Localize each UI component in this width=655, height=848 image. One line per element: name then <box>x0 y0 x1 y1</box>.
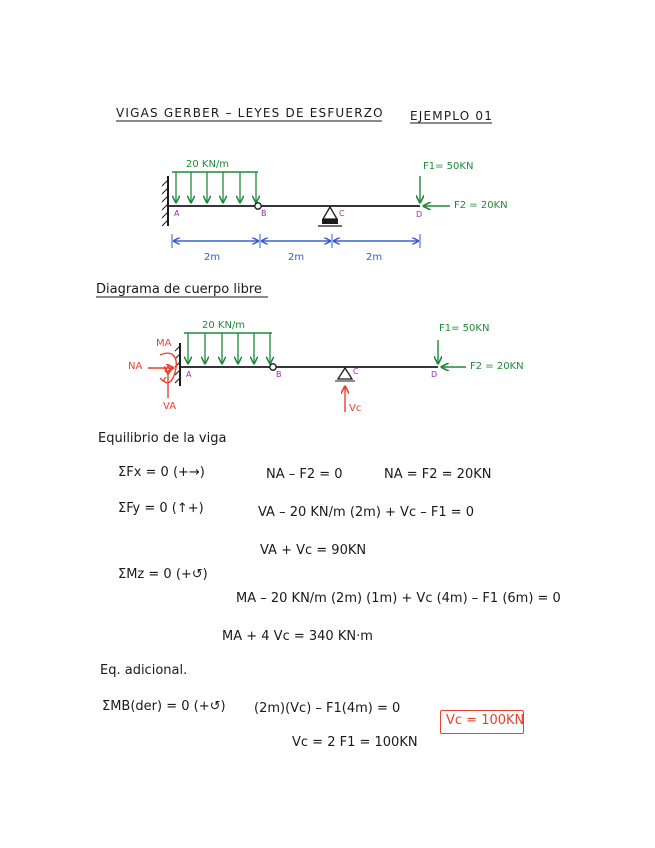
dimension-ab: 2m <box>204 252 221 263</box>
dimension-bc: 2m <box>288 252 305 263</box>
fbd-vc-label: Vc <box>349 403 362 414</box>
fbd-point-c: C <box>353 367 359 376</box>
fbd-f1-label: F1= 50KN <box>439 323 490 334</box>
fbd-va-label: VA <box>163 401 177 412</box>
sum-fy-equation: VA – 20 KN/m (2m) + Vc – F1 = 0 <box>258 505 475 520</box>
equilibrium-heading: Equilibrio de la viga <box>98 431 227 446</box>
fbd-ma-label: MA <box>156 338 172 349</box>
sum-fx-label: ΣFx = 0 (+→) <box>118 465 205 480</box>
fbd-heading: Diagrama de cuerpo libre <box>96 282 262 297</box>
vc-result: Vc = 100KN <box>446 713 525 728</box>
beam-point-b: B <box>261 209 267 218</box>
title-right: EJEMPLO 01 <box>410 109 494 123</box>
sum-mb-label: ΣMB(der) = 0 (+↺) <box>102 699 226 714</box>
sum-mz-label: ΣMz = 0 (+↺) <box>118 567 208 582</box>
fbd-point-b: B <box>276 370 282 379</box>
beam-f1-label: F1= 50KN <box>423 161 474 172</box>
sum-mz-equation: MA – 20 KN/m (2m) (1m) + Vc (4m) – F1 (6m) = 0 <box>236 591 561 606</box>
fbd-load-label: 20 KN/m <box>202 320 246 331</box>
beam-load-label: 20 KN/m <box>186 159 230 170</box>
fbd-point-a: A <box>186 370 192 379</box>
sum-mz-result: MA + 4 Vc = 340 KN·m <box>222 629 373 644</box>
sum-fy-label: ΣFy = 0 (↑+) <box>118 501 204 516</box>
na-result: NA = F2 = 20KN <box>384 467 492 482</box>
additional-heading: Eq. adicional. <box>100 663 188 678</box>
fbd-point-d: D <box>431 370 438 379</box>
sum-fx-equation: NA – F2 = 0 <box>266 467 343 482</box>
free-body-diagram <box>148 333 466 412</box>
beam-f2-label: F2 = 20KN <box>454 200 508 211</box>
sum-fy-result: VA + Vc = 90KN <box>260 543 367 558</box>
beam-point-a: A <box>174 209 180 218</box>
dimension-cd: 2m <box>366 252 383 263</box>
beam-point-d: D <box>416 210 423 219</box>
beam-diagram <box>162 172 450 248</box>
beam-point-c: C <box>339 209 345 218</box>
fbd-na-label: NA <box>128 361 143 372</box>
title-left: VIGAS GERBER – LEYES DE ESFUERZO <box>116 106 384 120</box>
vc-equation: Vc = 2 F1 = 100KN <box>292 735 418 750</box>
sum-mb-equation: (2m)(Vc) – F1(4m) = 0 <box>254 701 401 716</box>
fbd-f2-label: F2 = 20KN <box>470 361 524 372</box>
